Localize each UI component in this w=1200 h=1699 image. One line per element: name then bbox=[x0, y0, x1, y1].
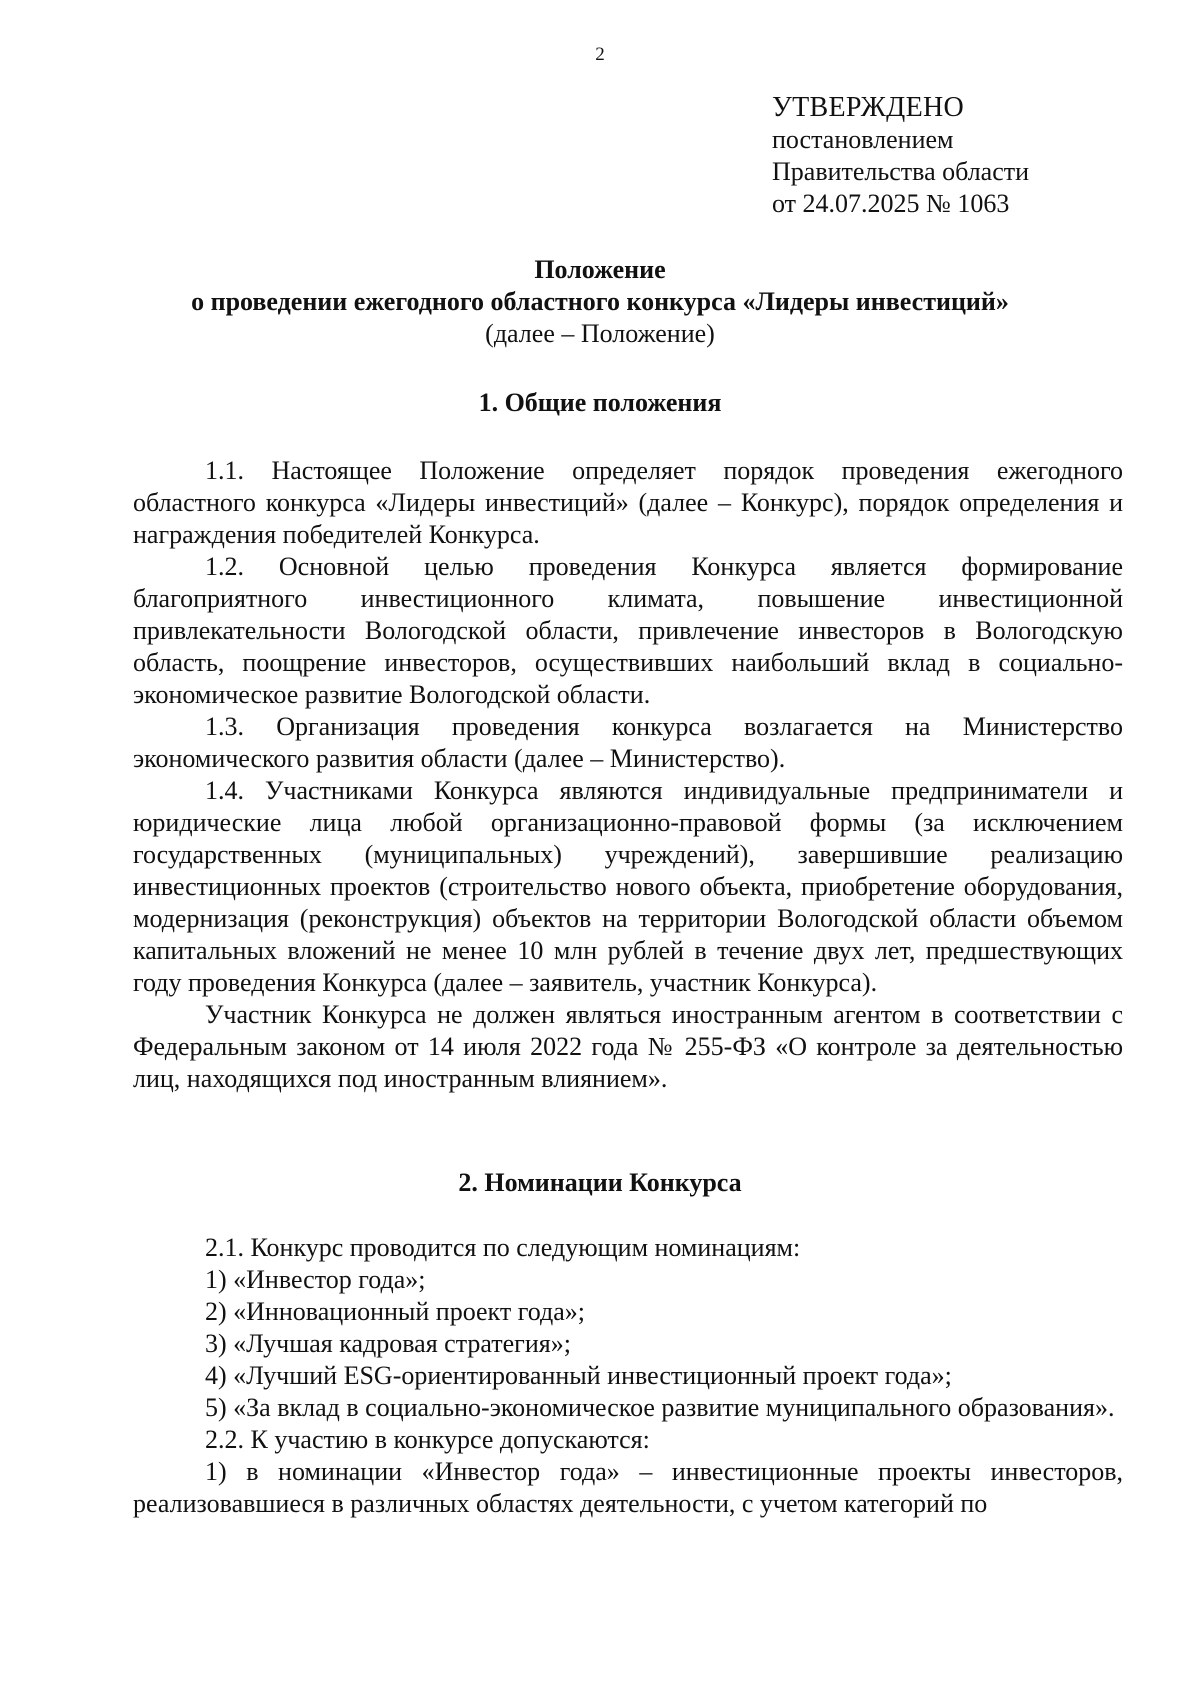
document-title-line: о проведении ежегодного областного конкурса «Лидеры инвестиций» bbox=[191, 287, 1009, 316]
list-item: 4) «Лучший ESG-ориентированный инвестиционный проект года»; bbox=[205, 1361, 952, 1390]
approval-stamp bbox=[772, 92, 1029, 220]
list-item: 3) «Лучшая кадровая стратегия»; bbox=[205, 1329, 571, 1358]
list-item: 2) «Инновационный проект года»; bbox=[205, 1297, 585, 1326]
list-item: 5) «За вклад в социально-экономическое развитие муниципального образования». bbox=[205, 1393, 1115, 1422]
paragraph: 1.3. Организация проведения конкурса возлагается на Министерство экономического развития области (далее – Министерство). bbox=[133, 712, 1123, 773]
paragraph: 1.4. Участниками Конкурса являются индивидуальные предприниматели и юридические лица любой организационно-правовой формы (за исключением государственных (муниципальных) учреждений), завершившие реализацию инвестиционных проектов (строительство нового объекта, приобретение оборудования, модернизация (реконструкция) объектов на территории Вологодской области объемом капитальных вложений не менее 10 млн рублей в течение двух лет, предшествующих году проведения Конкурса (далее – заявитель, участник Конкурса). bbox=[133, 776, 1123, 997]
list-item: 1) в номинации «Инвестор года» – инвестиционные проекты инвесторов, реализовавшиеся в различных областях деятельности, с учетом категорий по bbox=[133, 1457, 1123, 1518]
document-title-line: Положение bbox=[534, 255, 666, 284]
paragraph: 2.1. Конкурс проводится по следующим номинациям: bbox=[205, 1233, 801, 1262]
list-item: 1) «Инвестор года»; bbox=[205, 1265, 426, 1294]
section-heading: 2. Номинации Конкурса bbox=[458, 1168, 742, 1197]
paragraph: Участник Конкурса не должен являться иностранным агентом в соответствии с Федеральным законом от 14 июля 2022 года № 255-ФЗ «О контроле за деятельностью лиц, находящихся под иностранным влиянием». bbox=[133, 1000, 1123, 1093]
section-body bbox=[133, 1232, 1123, 1520]
document-title-note: (далее – Положение) bbox=[485, 319, 715, 348]
section-body bbox=[133, 455, 1123, 1095]
document-title bbox=[0, 254, 1200, 350]
approval-line: от 24.07.2025 № 1063 bbox=[772, 189, 1010, 218]
paragraph: 2.2. К участию в конкурсе допускаются: bbox=[205, 1425, 650, 1454]
page-number: 2 bbox=[595, 44, 605, 65]
approval-title: УТВЕРЖДЕНО bbox=[772, 92, 965, 123]
paragraph: 1.1. Настоящее Положение определяет порядок проведения ежегодного областного конкурса «Лидеры инвестиций» (далее – Конкурс), порядок определения и награждения победителей Конкурса. bbox=[133, 456, 1123, 549]
section-heading: 1. Общие положения bbox=[478, 388, 722, 417]
paragraph: 1.2. Основной целью проведения Конкурса является формирование благоприятного инвестиционного климата, повышение инвестиционной привлекательности Вологодской области, привлечение инвесторов в Вологодскую область, поощрение инвесторов, осуществивших наибольший вклад в социально-экономическое развитие Вологодской области. bbox=[133, 552, 1123, 709]
approval-line: Правительства области bbox=[772, 157, 1030, 186]
approval-line: постановлением bbox=[772, 125, 954, 154]
